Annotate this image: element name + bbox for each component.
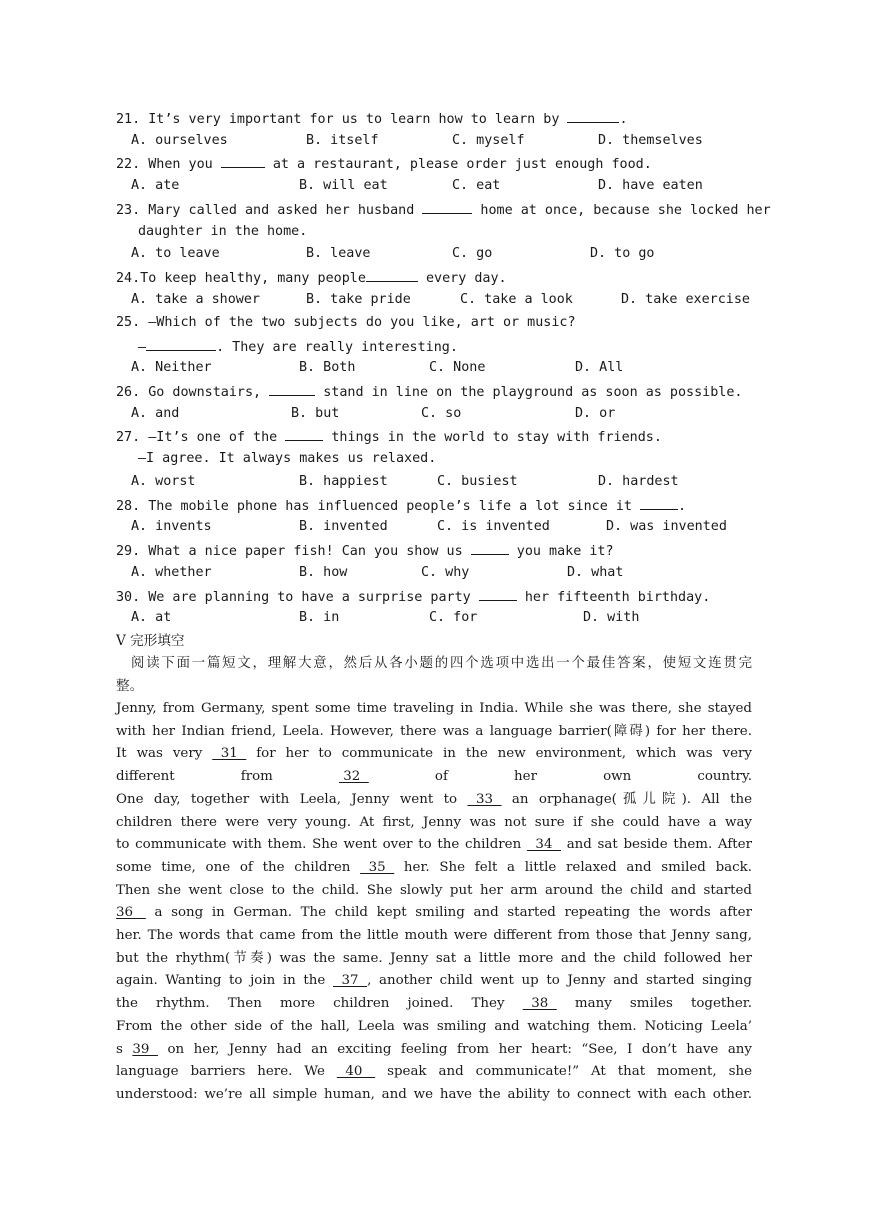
answer-blank[interactable] bbox=[567, 109, 619, 123]
option-b[interactable]: B. how bbox=[299, 565, 348, 580]
cloze-blank[interactable]: 34 bbox=[526, 837, 561, 853]
option-c[interactable]: C. busiest bbox=[437, 474, 518, 489]
section-heading: V 完形填空 bbox=[116, 633, 185, 649]
question-25: 25. —Which of the two subjects do you like, art or music? bbox=[116, 315, 576, 330]
option-c[interactable]: C. eat bbox=[452, 178, 501, 193]
option-c[interactable]: C. None bbox=[429, 360, 486, 375]
passage-line bbox=[116, 745, 752, 763]
cloze-blank[interactable]: 36 bbox=[116, 905, 146, 921]
passage-text: on her, Jenny had an exciting feeling from her heart: “See, I don’t have any bbox=[157, 1041, 752, 1057]
question-text: every day. bbox=[417, 271, 507, 286]
passage-text: understood: we’re all simple human, and we have the ability to connect with each other. bbox=[116, 1086, 752, 1102]
question-text: 28. The mobile phone has influenced people’s life a lot since it bbox=[116, 499, 641, 514]
answer-blank[interactable] bbox=[221, 154, 265, 168]
passage-line bbox=[116, 814, 752, 832]
answer-blank[interactable] bbox=[479, 587, 517, 601]
passage-text: her. She felt a little relaxed and smiled back. bbox=[394, 859, 753, 875]
option-d[interactable]: D. or bbox=[575, 406, 616, 421]
passage-text: One day, together with Leela, Jenny went to bbox=[116, 791, 468, 807]
passage-text: Then she went close to the child. She slowly put her arm around the child and started bbox=[116, 882, 752, 898]
question-text: stand in line on the playground as soon as possible. bbox=[315, 385, 743, 400]
passage-text: of her own country. bbox=[368, 769, 752, 785]
question-29 bbox=[116, 541, 614, 561]
option-a[interactable]: A. worst bbox=[131, 474, 196, 489]
question-text: at a restaurant, please order just enough food. bbox=[264, 157, 652, 172]
option-b[interactable]: B. invented bbox=[299, 519, 388, 534]
passage-text: some time, one of the children bbox=[116, 859, 361, 875]
option-c[interactable]: C. go bbox=[452, 246, 493, 261]
option-a[interactable]: A. invents bbox=[131, 519, 212, 534]
passage-text: From the other side of the hall, Leela was smiling and watching them. Noticing Leela’ bbox=[116, 1018, 752, 1034]
option-c[interactable]: C. take a look bbox=[460, 292, 573, 307]
passage-text: speak and communicate!” At that moment, she bbox=[375, 1064, 753, 1080]
passage-text: , another child went up to Jenny and started singing bbox=[367, 973, 752, 989]
passage-line bbox=[116, 927, 752, 945]
passage-text: an orphanage(孤儿院). All the bbox=[501, 791, 752, 807]
passage-text: many smiles together. bbox=[556, 996, 752, 1012]
option-a[interactable]: A. at bbox=[131, 610, 172, 625]
passage-line bbox=[116, 950, 752, 968]
question-text: . bbox=[678, 499, 687, 514]
passage-text: Jenny, from Germany, spent some time traveling in India. While she was there, she stayed bbox=[116, 701, 752, 716]
passage-text: language barriers here. We bbox=[116, 1064, 337, 1080]
passage-text: but the rhythm(节奏) was the same. Jenny sat a little more and the child followed her bbox=[116, 950, 752, 966]
question-text: things in the world to stay with friends. bbox=[323, 430, 662, 445]
passage-line bbox=[116, 972, 752, 990]
passage-text: s bbox=[116, 1041, 133, 1057]
answer-blank[interactable] bbox=[285, 427, 323, 441]
option-c[interactable]: C. myself bbox=[452, 133, 525, 148]
option-d[interactable]: D. All bbox=[575, 360, 624, 375]
question-24 bbox=[116, 268, 507, 288]
option-b[interactable]: B. take pride bbox=[306, 292, 411, 307]
cloze-blank[interactable]: 37 bbox=[333, 973, 368, 989]
option-d[interactable]: D. to go bbox=[590, 246, 655, 261]
answer-blank[interactable] bbox=[146, 337, 216, 351]
option-b[interactable]: B. happiest bbox=[299, 474, 388, 489]
passage-line bbox=[116, 791, 752, 809]
passage-line bbox=[116, 723, 752, 741]
cloze-blank[interactable]: 40 bbox=[336, 1064, 376, 1080]
option-d[interactable]: D. with bbox=[583, 610, 640, 625]
question-text: her fifteenth birthday. bbox=[516, 590, 711, 605]
passage-text: the rhythm. Then more children joined. They bbox=[116, 996, 523, 1012]
cloze-blank[interactable]: 39 bbox=[132, 1041, 158, 1057]
question-text: 30. We are planning to have a surprise party bbox=[116, 590, 479, 605]
option-c[interactable]: C. is invented bbox=[437, 519, 550, 534]
question-text: you make it? bbox=[508, 544, 614, 559]
option-a[interactable]: A. whether bbox=[131, 565, 212, 580]
cloze-blank[interactable]: 32 bbox=[338, 769, 369, 785]
passage-line bbox=[116, 995, 752, 1013]
question-text: 21. It’s very important for us to learn how to learn by bbox=[116, 112, 568, 127]
question-21 bbox=[116, 109, 628, 129]
option-b[interactable]: B. but bbox=[291, 406, 340, 421]
option-b[interactable]: B. Both bbox=[299, 360, 356, 375]
question-text: 27. —It’s one of the bbox=[116, 430, 286, 445]
option-d[interactable]: D. was invented bbox=[606, 519, 727, 534]
option-d[interactable]: D. take exercise bbox=[621, 292, 750, 307]
option-b[interactable]: B. will eat bbox=[299, 178, 388, 193]
answer-blank[interactable] bbox=[422, 200, 472, 214]
option-c[interactable]: C. why bbox=[421, 565, 470, 580]
option-a[interactable]: A. take a shower bbox=[131, 292, 260, 307]
question-27 bbox=[116, 427, 662, 447]
question-text: 22. When you bbox=[116, 157, 221, 172]
question-text: — bbox=[138, 340, 147, 355]
passage-line bbox=[116, 700, 752, 718]
option-a[interactable]: A. ate bbox=[131, 178, 180, 193]
cloze-blank[interactable]: 38 bbox=[522, 996, 557, 1012]
cloze-blank[interactable]: 31 bbox=[212, 746, 247, 762]
question-text: 26. Go downstairs, bbox=[116, 385, 270, 400]
passage-line bbox=[116, 1063, 752, 1081]
passage-text: her. The words that came from the little mouth were different from those that Jenny sang, bbox=[116, 928, 752, 943]
question-26 bbox=[116, 382, 742, 402]
question-22 bbox=[116, 154, 652, 174]
option-b[interactable]: B. leave bbox=[306, 246, 371, 261]
option-d[interactable]: D. hardest bbox=[598, 474, 679, 489]
passage-line bbox=[116, 904, 752, 922]
option-d[interactable]: D. have eaten bbox=[598, 178, 703, 193]
question-continuation: daughter in the home. bbox=[138, 224, 308, 239]
question-27-reply: —I agree. It always makes us relaxed. bbox=[138, 451, 437, 466]
passage-text: children there were very young. At first, Jenny was not sure if she could have a way bbox=[116, 814, 752, 830]
passage-text: with her Indian friend, Leela. However, there was a language barrier(障碍) for her there. bbox=[116, 723, 752, 739]
question-text: 23. Mary called and asked her husband bbox=[116, 203, 423, 218]
passage-line bbox=[116, 1041, 752, 1059]
passage-text: for her to communicate in the new environment, which was very bbox=[246, 746, 753, 762]
section-instructions-end: 整。 bbox=[116, 678, 144, 694]
question-text: home at once, because she locked her bbox=[472, 203, 771, 218]
answer-blank[interactable] bbox=[640, 496, 678, 510]
option-d[interactable]: D. what bbox=[567, 565, 624, 580]
question-30 bbox=[116, 587, 710, 607]
passage-text: It was very bbox=[116, 746, 213, 762]
option-c[interactable]: C. so bbox=[421, 406, 462, 421]
passage-line bbox=[116, 768, 752, 786]
answer-blank[interactable] bbox=[366, 268, 418, 282]
passage-line bbox=[116, 836, 752, 854]
option-b[interactable]: B. in bbox=[299, 610, 340, 625]
question-28 bbox=[116, 496, 686, 516]
answer-blank[interactable] bbox=[269, 382, 315, 396]
cloze-blank[interactable]: 35 bbox=[360, 859, 395, 875]
option-a[interactable]: A. ourselves bbox=[131, 133, 228, 148]
passage-line bbox=[116, 1086, 752, 1104]
option-b[interactable]: B. itself bbox=[306, 133, 379, 148]
option-a[interactable]: A. and bbox=[131, 406, 180, 421]
passage-line bbox=[116, 1018, 752, 1036]
question-text: 29. What a nice paper fish! Can you show us bbox=[116, 544, 471, 559]
question-23 bbox=[116, 200, 771, 220]
passage-text: a song in German. The child kept smiling and started repeating the words after bbox=[145, 905, 752, 921]
question-25-reply bbox=[138, 337, 458, 357]
option-d[interactable]: D. themselves bbox=[598, 133, 703, 148]
option-c[interactable]: C. for bbox=[429, 610, 478, 625]
passage-text: again. Wanting to join in the bbox=[116, 973, 333, 989]
passage-text: to communicate with them. She went over to the children bbox=[116, 837, 527, 853]
cloze-blank[interactable]: 33 bbox=[467, 791, 502, 807]
question-text: . They are really interesting. bbox=[216, 340, 458, 355]
question-text: . bbox=[619, 112, 628, 127]
passage-text: different from bbox=[116, 769, 339, 785]
answer-blank[interactable] bbox=[471, 541, 509, 555]
question-text: 24.To keep healthy, many people bbox=[116, 271, 366, 286]
option-a[interactable]: A. to leave bbox=[131, 246, 220, 261]
section-instructions: 阅读下面一篇短文，理解大意，然后从各小题的四个选项中选出一个最佳答案，使短文连贯完 bbox=[131, 656, 752, 671]
option-a[interactable]: A. Neither bbox=[131, 360, 212, 375]
passage-text: and sat beside them. After bbox=[561, 837, 752, 853]
passage-line bbox=[116, 882, 752, 900]
passage-line bbox=[116, 859, 752, 877]
